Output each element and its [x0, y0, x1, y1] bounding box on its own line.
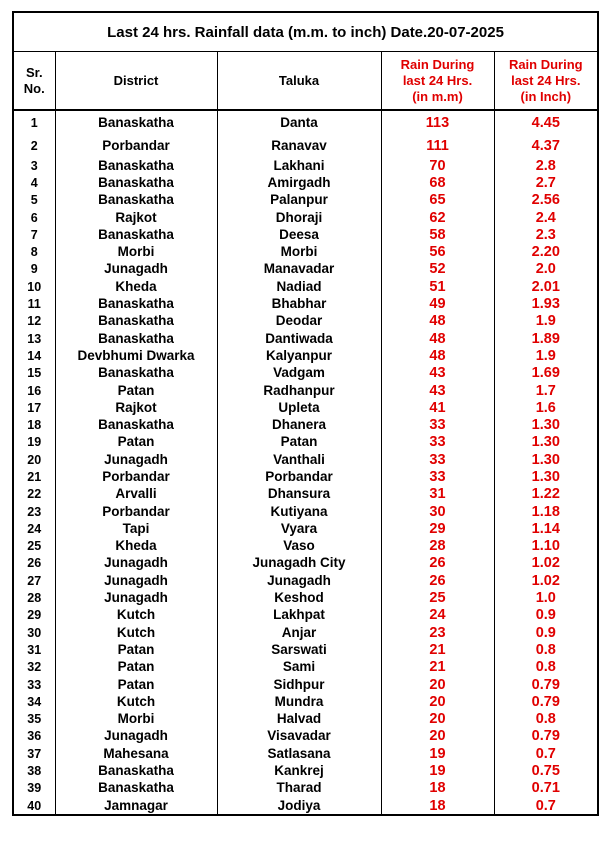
taluka-cell: Vaso [217, 538, 381, 555]
table-row [13, 555, 598, 572]
taluka-cell: Anjar [217, 624, 381, 641]
district-cell: Mahesana [55, 745, 217, 762]
taluka-cell: Vanthali [217, 451, 381, 468]
district-cell: Morbi [55, 243, 217, 260]
table-row [13, 745, 598, 762]
district-cell: Porbandar [55, 503, 217, 520]
sr-no-cell: 20 [13, 451, 55, 468]
district-cell: Banaskatha [55, 365, 217, 382]
table-row [13, 780, 598, 797]
rain-mm-cell: 19 [381, 762, 494, 779]
taluka-cell: Patan [217, 434, 381, 451]
rain-inch-cell: 1.14 [494, 520, 598, 537]
sr-no-cell: 8 [13, 243, 55, 260]
district-cell: Junagadh [55, 451, 217, 468]
sr-no-cell: 13 [13, 330, 55, 347]
district-cell: Patan [55, 641, 217, 658]
taluka-cell: Junagadh City [217, 555, 381, 572]
table-row [13, 711, 598, 728]
rain-inch-cell: 4.45 [494, 110, 598, 135]
rain-mm-cell: 48 [381, 313, 494, 330]
header-sr-no: Sr. No. [13, 52, 55, 111]
rain-inch-cell: 0.7 [494, 797, 598, 815]
rain-mm-cell: 33 [381, 468, 494, 485]
rain-inch-cell: 1.18 [494, 503, 598, 520]
rain-inch-cell: 2.7 [494, 174, 598, 191]
sr-no-cell: 19 [13, 434, 55, 451]
taluka-cell: Halvad [217, 711, 381, 728]
rain-mm-cell: 49 [381, 295, 494, 312]
district-cell: Junagadh [55, 589, 217, 606]
taluka-cell: Morbi [217, 243, 381, 260]
table-row [13, 641, 598, 658]
sr-no-cell: 23 [13, 503, 55, 520]
district-cell: Banaskatha [55, 110, 217, 135]
taluka-cell: Vadgam [217, 365, 381, 382]
taluka-cell: Amirgadh [217, 174, 381, 191]
district-cell: Kutch [55, 607, 217, 624]
rain-inch-cell: 2.0 [494, 261, 598, 278]
district-cell: Kutch [55, 624, 217, 641]
taluka-cell: Lakhani [217, 157, 381, 174]
taluka-cell: Junagadh [217, 572, 381, 589]
table-row [13, 278, 598, 295]
table-row [13, 538, 598, 555]
rain-mm-cell: 33 [381, 451, 494, 468]
rain-mm-cell: 30 [381, 503, 494, 520]
rain-mm-cell: 41 [381, 399, 494, 416]
taluka-cell: Mundra [217, 693, 381, 710]
district-cell: Rajkot [55, 209, 217, 226]
district-cell: Devbhumi Dwarka [55, 347, 217, 364]
rain-mm-cell: 29 [381, 520, 494, 537]
sr-no-cell: 24 [13, 520, 55, 537]
rain-inch-cell: 2.8 [494, 157, 598, 174]
district-cell: Patan [55, 382, 217, 399]
rain-mm-cell: 56 [381, 243, 494, 260]
rain-inch-cell: 0.71 [494, 780, 598, 797]
rain-inch-cell: 1.02 [494, 555, 598, 572]
sr-no-cell: 26 [13, 555, 55, 572]
sr-no-cell: 29 [13, 607, 55, 624]
rain-mm-cell: 28 [381, 538, 494, 555]
rainfall-table [12, 11, 599, 816]
district-cell: Tapi [55, 520, 217, 537]
sr-no-cell: 34 [13, 693, 55, 710]
rain-mm-cell: 58 [381, 226, 494, 243]
taluka-cell: Nadiad [217, 278, 381, 295]
sr-no-cell: 36 [13, 728, 55, 745]
header-taluka: Taluka [217, 52, 381, 111]
table-row [13, 503, 598, 520]
rain-mm-cell: 25 [381, 589, 494, 606]
table-row [13, 762, 598, 779]
rain-mm-cell: 48 [381, 347, 494, 364]
table-row [13, 676, 598, 693]
taluka-cell: Dantiwada [217, 330, 381, 347]
district-cell: Banaskatha [55, 330, 217, 347]
sr-no-cell: 18 [13, 416, 55, 433]
taluka-cell: Vyara [217, 520, 381, 537]
taluka-cell: Deesa [217, 226, 381, 243]
table-row [13, 728, 598, 745]
sr-no-cell: 17 [13, 399, 55, 416]
rainfall-report [12, 11, 597, 816]
rain-mm-cell: 68 [381, 174, 494, 191]
rain-inch-cell: 1.93 [494, 295, 598, 312]
table-row [13, 226, 598, 243]
district-cell: Junagadh [55, 572, 217, 589]
rain-mm-cell: 70 [381, 157, 494, 174]
district-cell: Banaskatha [55, 762, 217, 779]
rain-mm-cell: 65 [381, 192, 494, 209]
report-title: Last 24 hrs. Rainfall data (m.m. to inch) Date.20-07-2025 [13, 12, 598, 52]
table-row [13, 589, 598, 606]
district-cell: Junagadh [55, 261, 217, 278]
taluka-cell: Visavadar [217, 728, 381, 745]
sr-no-cell: 22 [13, 486, 55, 503]
rain-inch-cell: 0.8 [494, 641, 598, 658]
rain-mm-cell: 51 [381, 278, 494, 295]
district-cell: Banaskatha [55, 780, 217, 797]
rain-inch-cell: 1.30 [494, 451, 598, 468]
sr-no-cell: 10 [13, 278, 55, 295]
sr-no-cell: 32 [13, 659, 55, 676]
rain-mm-cell: 20 [381, 693, 494, 710]
taluka-cell: Jodiya [217, 797, 381, 815]
sr-no-cell: 31 [13, 641, 55, 658]
taluka-cell: Satlasana [217, 745, 381, 762]
table-row [13, 192, 598, 209]
district-cell: Rajkot [55, 399, 217, 416]
sr-no-cell: 16 [13, 382, 55, 399]
rain-inch-cell: 4.37 [494, 135, 598, 157]
table-row [13, 157, 598, 174]
rain-mm-cell: 20 [381, 711, 494, 728]
district-cell: Porbandar [55, 468, 217, 485]
rain-inch-cell: 0.75 [494, 762, 598, 779]
rain-mm-cell: 26 [381, 555, 494, 572]
taluka-cell: Sarswati [217, 641, 381, 658]
taluka-cell: Dhoraji [217, 209, 381, 226]
district-cell: Jamnagar [55, 797, 217, 815]
table-row [13, 209, 598, 226]
taluka-cell: Sidhpur [217, 676, 381, 693]
taluka-cell: Radhanpur [217, 382, 381, 399]
rain-inch-cell: 1.30 [494, 434, 598, 451]
district-cell: Banaskatha [55, 313, 217, 330]
taluka-cell: Dhansura [217, 486, 381, 503]
sr-no-cell: 21 [13, 468, 55, 485]
taluka-cell: Bhabhar [217, 295, 381, 312]
rain-mm-cell: 111 [381, 135, 494, 157]
rain-inch-cell: 2.4 [494, 209, 598, 226]
rain-mm-cell: 62 [381, 209, 494, 226]
table-row [13, 330, 598, 347]
sr-no-cell: 37 [13, 745, 55, 762]
header-rain-inch: Rain During last 24 Hrs. (in Inch) [494, 52, 598, 111]
sr-no-cell: 6 [13, 209, 55, 226]
header-rain-mm: Rain During last 24 Hrs. (in m.m) [381, 52, 494, 111]
sr-no-cell: 27 [13, 572, 55, 589]
table-row [13, 382, 598, 399]
sr-no-cell: 28 [13, 589, 55, 606]
taluka-cell: Kalyanpur [217, 347, 381, 364]
sr-no-cell: 11 [13, 295, 55, 312]
table-row [13, 313, 598, 330]
table-row [13, 468, 598, 485]
rain-inch-cell: 0.79 [494, 693, 598, 710]
rain-inch-cell: 1.89 [494, 330, 598, 347]
sr-no-cell: 7 [13, 226, 55, 243]
sr-no-cell: 2 [13, 135, 55, 157]
sr-no-cell: 15 [13, 365, 55, 382]
rain-inch-cell: 0.8 [494, 711, 598, 728]
taluka-cell: Palanpur [217, 192, 381, 209]
sr-no-cell: 3 [13, 157, 55, 174]
rain-mm-cell: 18 [381, 780, 494, 797]
rain-mm-cell: 21 [381, 659, 494, 676]
sr-no-cell: 4 [13, 174, 55, 191]
sr-no-cell: 5 [13, 192, 55, 209]
rain-inch-cell: 0.79 [494, 676, 598, 693]
rain-mm-cell: 26 [381, 572, 494, 589]
table-row [13, 365, 598, 382]
rain-inch-cell: 1.6 [494, 399, 598, 416]
district-cell: Arvalli [55, 486, 217, 503]
rain-mm-cell: 19 [381, 745, 494, 762]
district-cell: Kheda [55, 278, 217, 295]
taluka-cell: Kutiyana [217, 503, 381, 520]
sr-no-cell: 35 [13, 711, 55, 728]
table-row [13, 110, 598, 135]
rain-mm-cell: 52 [381, 261, 494, 278]
table-row [13, 486, 598, 503]
district-cell: Banaskatha [55, 416, 217, 433]
rain-inch-cell: 1.30 [494, 416, 598, 433]
table-row [13, 347, 598, 364]
rain-inch-cell: 1.22 [494, 486, 598, 503]
sr-no-cell: 30 [13, 624, 55, 641]
rain-inch-cell: 1.02 [494, 572, 598, 589]
header-district: District [55, 52, 217, 111]
rain-mm-cell: 20 [381, 676, 494, 693]
district-cell: Patan [55, 659, 217, 676]
taluka-cell: Dhanera [217, 416, 381, 433]
rain-mm-cell: 24 [381, 607, 494, 624]
rain-inch-cell: 0.79 [494, 728, 598, 745]
table-row [13, 520, 598, 537]
sr-no-cell: 33 [13, 676, 55, 693]
table-row [13, 295, 598, 312]
table-row [13, 693, 598, 710]
table-row [13, 243, 598, 260]
rain-mm-cell: 43 [381, 365, 494, 382]
rain-mm-cell: 20 [381, 728, 494, 745]
rain-inch-cell: 2.56 [494, 192, 598, 209]
table-row [13, 451, 598, 468]
rain-mm-cell: 31 [381, 486, 494, 503]
rain-inch-cell: 1.30 [494, 468, 598, 485]
rain-inch-cell: 1.9 [494, 313, 598, 330]
table-row [13, 261, 598, 278]
rain-mm-cell: 21 [381, 641, 494, 658]
taluka-cell: Kankrej [217, 762, 381, 779]
district-cell: Junagadh [55, 728, 217, 745]
rain-inch-cell: 1.7 [494, 382, 598, 399]
rain-inch-cell: 1.9 [494, 347, 598, 364]
rain-mm-cell: 33 [381, 434, 494, 451]
taluka-cell: Deodar [217, 313, 381, 330]
table-row [13, 624, 598, 641]
district-cell: Banaskatha [55, 174, 217, 191]
taluka-cell: Sami [217, 659, 381, 676]
taluka-cell: Danta [217, 110, 381, 135]
rain-inch-cell: 2.01 [494, 278, 598, 295]
table-row [13, 135, 598, 157]
rain-mm-cell: 33 [381, 416, 494, 433]
district-cell: Kheda [55, 538, 217, 555]
taluka-cell: Keshod [217, 589, 381, 606]
taluka-cell: Ranavav [217, 135, 381, 157]
taluka-cell: Porbandar [217, 468, 381, 485]
header-row [13, 52, 598, 111]
rain-inch-cell: 1.69 [494, 365, 598, 382]
sr-no-cell: 25 [13, 538, 55, 555]
table-row [13, 416, 598, 433]
sr-no-cell: 40 [13, 797, 55, 815]
rain-inch-cell: 1.0 [494, 589, 598, 606]
rain-inch-cell: 1.10 [494, 538, 598, 555]
sr-no-cell: 14 [13, 347, 55, 364]
taluka-cell: Lakhpat [217, 607, 381, 624]
rain-mm-cell: 23 [381, 624, 494, 641]
sr-no-cell: 12 [13, 313, 55, 330]
table-row [13, 797, 598, 815]
rain-mm-cell: 113 [381, 110, 494, 135]
table-row [13, 572, 598, 589]
rain-inch-cell: 0.9 [494, 624, 598, 641]
taluka-cell: Upleta [217, 399, 381, 416]
district-cell: Junagadh [55, 555, 217, 572]
district-cell: Banaskatha [55, 157, 217, 174]
district-cell: Porbandar [55, 135, 217, 157]
table-row [13, 174, 598, 191]
rain-inch-cell: 2.3 [494, 226, 598, 243]
taluka-cell: Tharad [217, 780, 381, 797]
rain-inch-cell: 0.7 [494, 745, 598, 762]
table-row [13, 607, 598, 624]
rain-mm-cell: 48 [381, 330, 494, 347]
taluka-cell: Manavadar [217, 261, 381, 278]
table-row [13, 434, 598, 451]
rain-mm-cell: 18 [381, 797, 494, 815]
table-body [13, 110, 598, 815]
district-cell: Patan [55, 434, 217, 451]
district-cell: Patan [55, 676, 217, 693]
rain-inch-cell: 0.8 [494, 659, 598, 676]
district-cell: Kutch [55, 693, 217, 710]
sr-no-cell: 39 [13, 780, 55, 797]
sr-no-cell: 38 [13, 762, 55, 779]
sr-no-cell: 1 [13, 110, 55, 135]
district-cell: Banaskatha [55, 226, 217, 243]
rain-mm-cell: 43 [381, 382, 494, 399]
table-row [13, 399, 598, 416]
table-row [13, 659, 598, 676]
district-cell: Morbi [55, 711, 217, 728]
district-cell: Banaskatha [55, 192, 217, 209]
sr-no-cell: 9 [13, 261, 55, 278]
district-cell: Banaskatha [55, 295, 217, 312]
rain-inch-cell: 2.20 [494, 243, 598, 260]
rain-inch-cell: 0.9 [494, 607, 598, 624]
